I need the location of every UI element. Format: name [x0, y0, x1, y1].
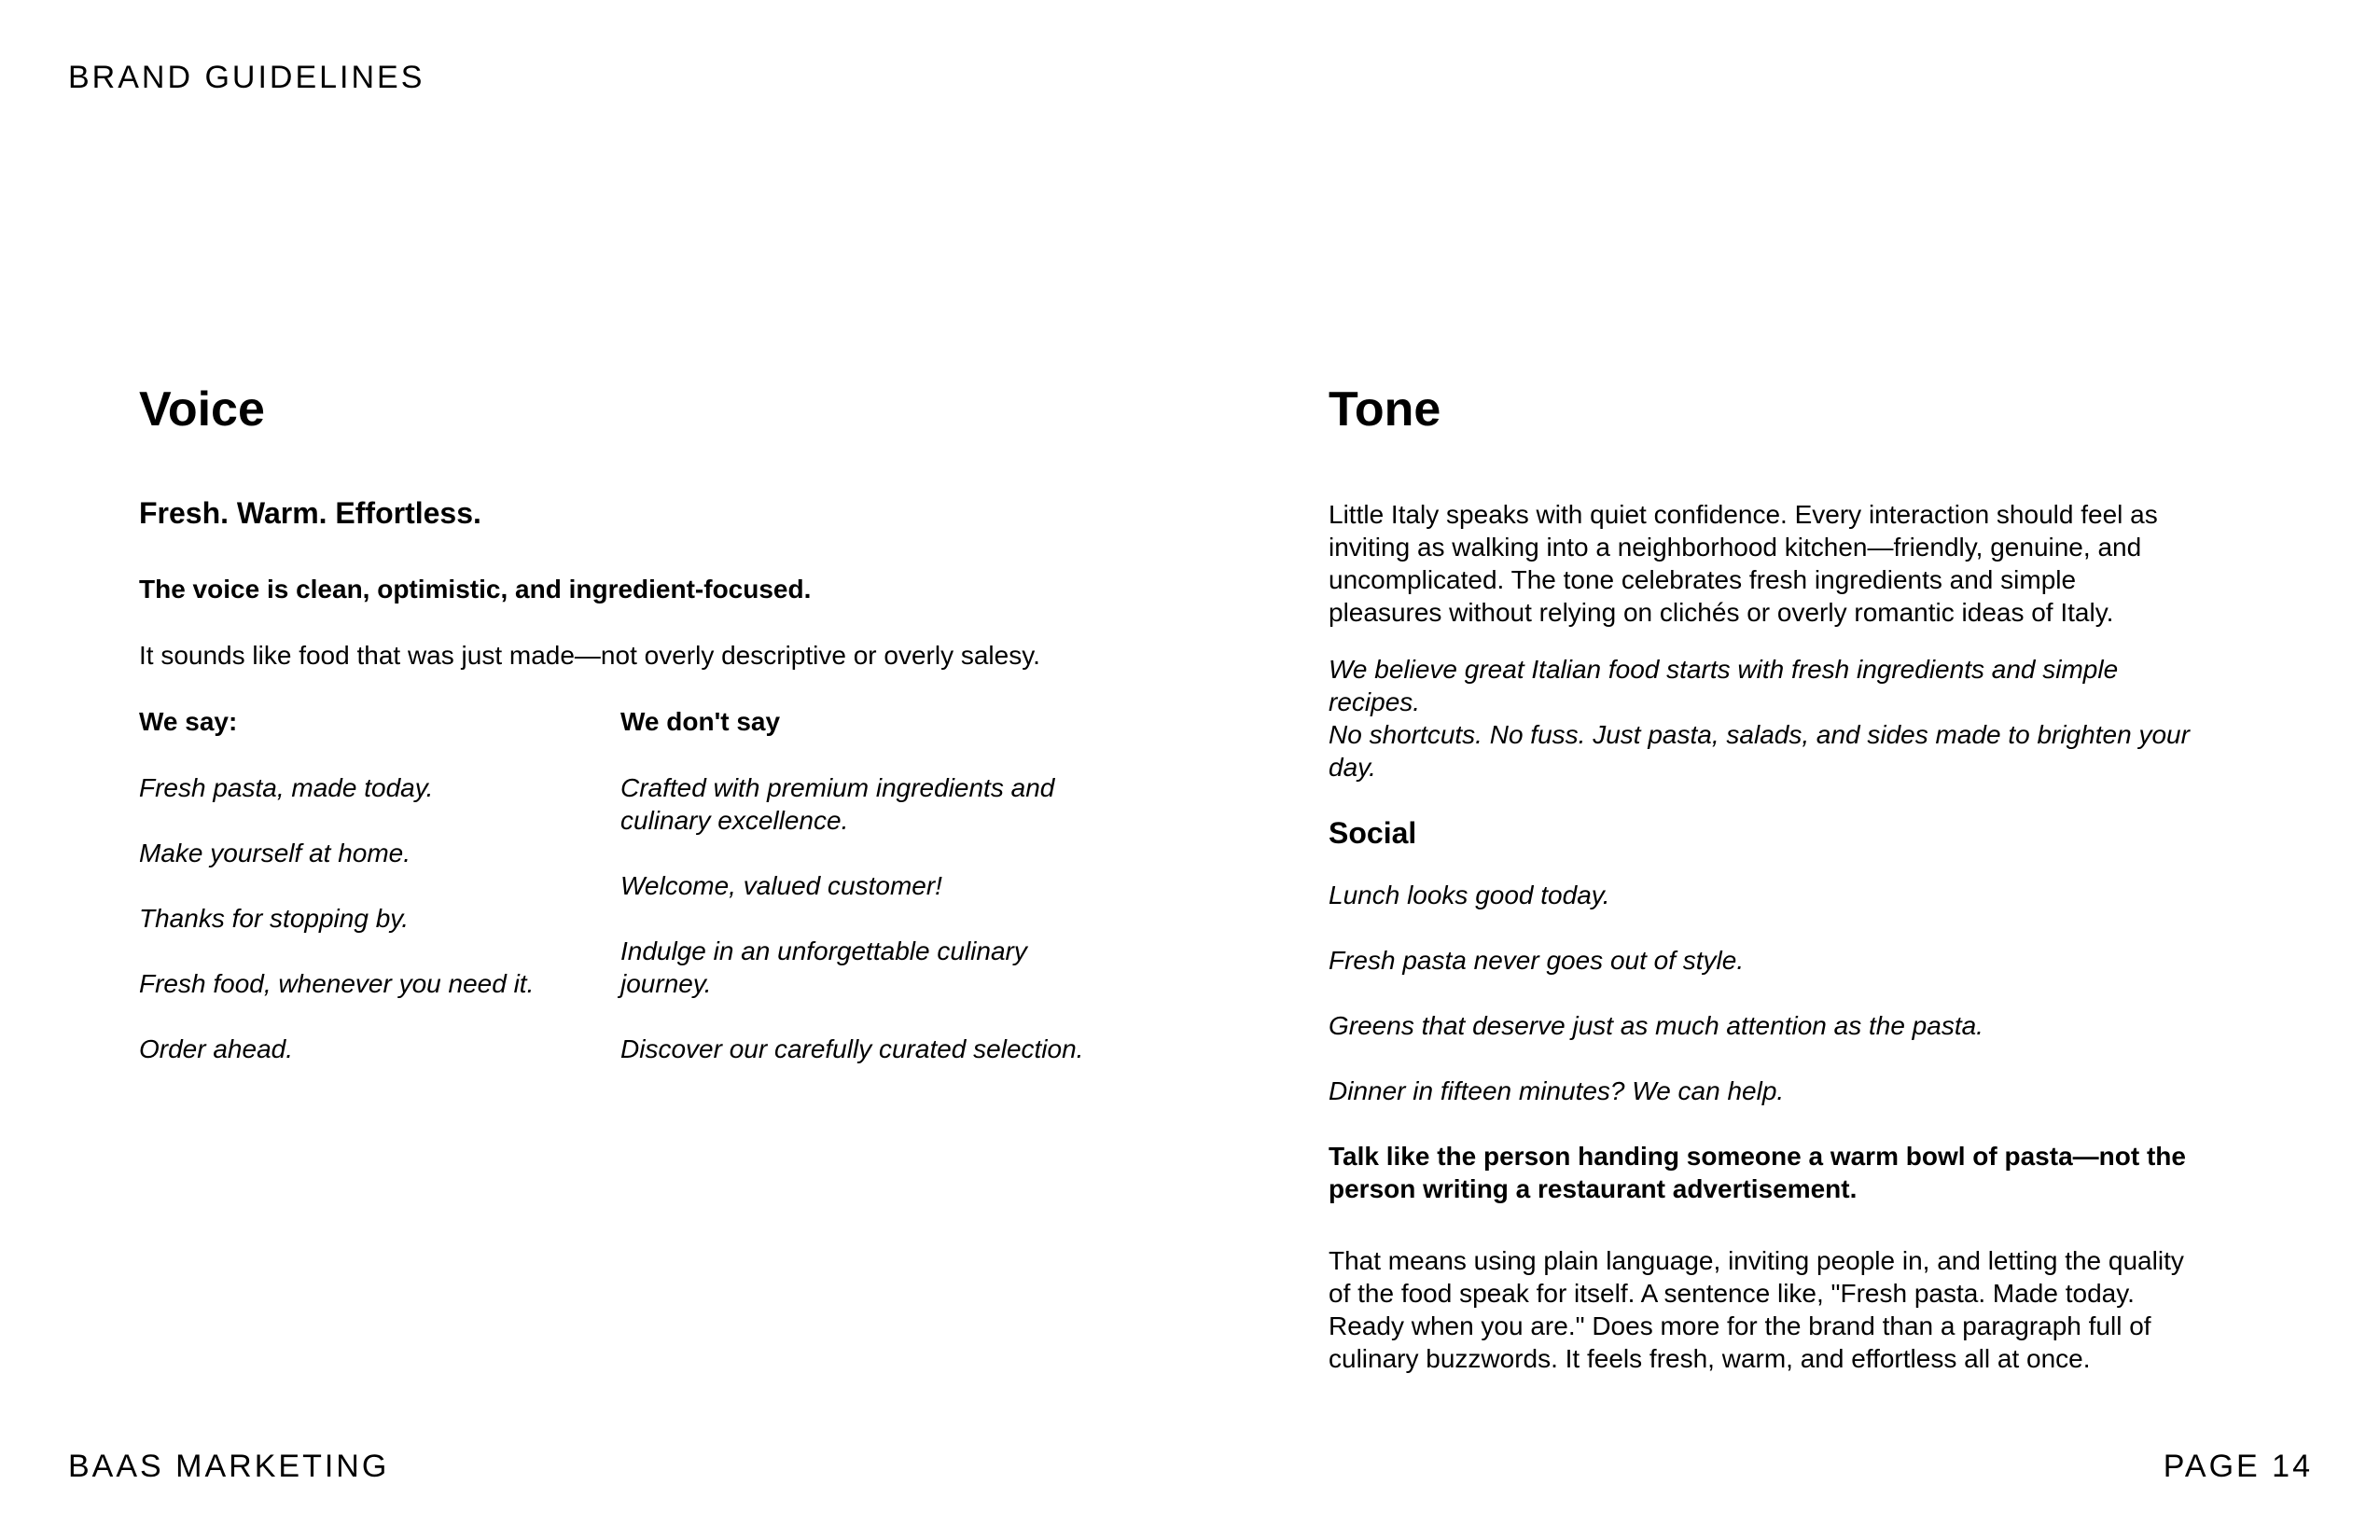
- we-say-item: Thanks for stopping by.: [139, 904, 409, 933]
- we-say-item: Fresh food, whenever you need it.: [139, 969, 535, 998]
- social-item: Greens that deserve just as much attention as the pasta.: [1329, 1011, 1983, 1040]
- voice-tagline: Fresh. Warm. Effortless.: [139, 496, 481, 530]
- footer-page-number: PAGE 14: [2163, 1449, 2313, 1484]
- tone-section: [1329, 377, 2196, 1373]
- tone-body: Little Italy speaks with quiet confidence. Every interaction should feel as inviting as walking into a neighborhood kitchen—friendly, genuine, and uncomplicated. The tone celebrates fresh ingredients and simple pleasures without relying on clichés or overly romantic ideas of Italy.: [1329, 500, 2158, 627]
- we-say-item: Fresh pasta, made today.: [139, 773, 434, 802]
- tone-quote-line2: No shortcuts. No fuss. Just pasta, salads, and sides made to brighten your day.: [1329, 720, 2190, 782]
- footer-company: BAAS MARKETING: [68, 1449, 390, 1484]
- tone-quote: [1329, 653, 2196, 784]
- we-say-column: [139, 705, 605, 1098]
- voice-lead: The voice is clean, optimistic, and ingredient-focused.: [139, 575, 812, 604]
- social-list: [1329, 879, 2196, 1140]
- we-dont-say-item: Crafted with premium ingredients and culinary excellence.: [620, 773, 1055, 835]
- social-heading: Social: [1329, 816, 1417, 850]
- voice-title: Voice: [139, 382, 265, 437]
- social-item: Dinner in fifteen minutes? We can help.: [1329, 1076, 1785, 1105]
- we-dont-say-list: [620, 771, 1087, 1065]
- we-dont-say-item: Welcome, valued customer!: [620, 871, 942, 900]
- tone-quote-line1: We believe great Italian food starts with fresh ingredients and simple recipes.: [1329, 655, 2119, 716]
- we-say-item: Make yourself at home.: [139, 839, 411, 867]
- we-say-list: [139, 771, 605, 1065]
- voice-description: It sounds like food that was just made—not overly descriptive or overly salesy.: [139, 641, 1040, 670]
- header-label: BRAND GUIDELINES: [68, 60, 425, 95]
- we-dont-say-item: Indulge in an unforgettable culinary journey.: [620, 936, 1027, 998]
- tone-title: Tone: [1329, 382, 1441, 437]
- we-dont-say-heading: We don't say: [620, 707, 781, 736]
- tone-callout: Talk like the person handing someone a warm bowl of pasta—not the person writing a restaurant advertisement.: [1329, 1142, 2186, 1203]
- we-say-heading: We say:: [139, 707, 238, 736]
- social-item: Lunch looks good today.: [1329, 881, 1610, 909]
- tone-closing: That means using plain language, inviting people in, and letting the quality of the food speak for itself. A sentence like, "Fresh pasta. Made today. Ready when you are." Does more for the brand than a paragraph full of culinary buzzwords. It feels fresh, warm, and effortless all at once.: [1329, 1246, 2184, 1373]
- voice-section: [139, 377, 1259, 1063]
- we-dont-say-column: [620, 705, 1087, 1098]
- we-say-item: Order ahead.: [139, 1034, 293, 1063]
- we-dont-say-item: Discover our carefully curated selection.: [620, 1034, 1084, 1063]
- social-item: Fresh pasta never goes out of style.: [1329, 946, 1745, 975]
